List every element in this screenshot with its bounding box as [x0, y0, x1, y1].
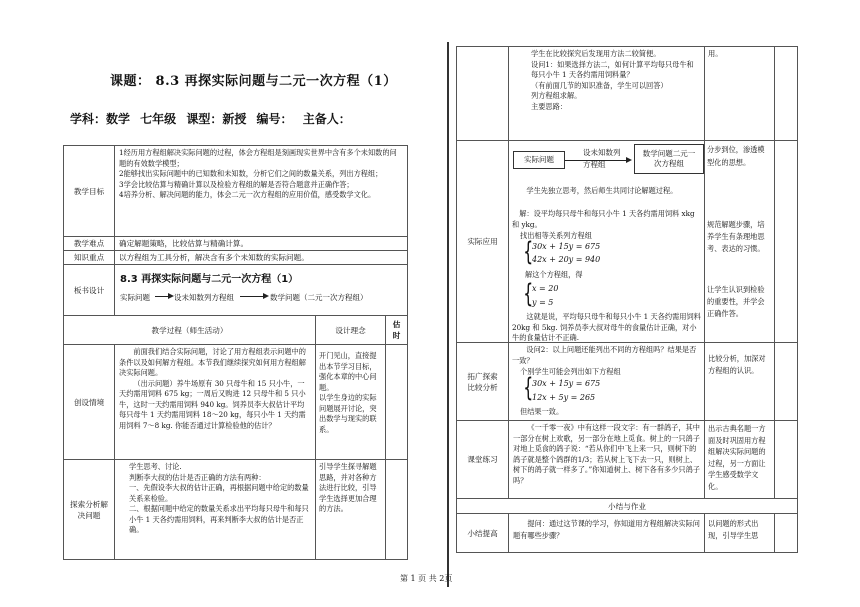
app-text-c: 找出相等关系列方程组 [520, 231, 592, 240]
eq1-b: 42x + 20y = 940 [532, 255, 601, 264]
sec2-label: 探索分析解决问题 [63, 459, 115, 560]
key-label: 知识重点 [63, 250, 115, 265]
eq2-a: 30x + 15y = 675 [532, 379, 601, 388]
sec1-body [114, 344, 316, 460]
top-text: 学生在比较探究后发现用方法二较简便。 设问1：如果选择方法二，如何计算平均每只母牛和每只小牛 1 天各约需用饲料量？ （有前面几节的知识准备，学生可以回答） 列方程组求解。 主要思路： [508, 46, 705, 141]
sec1-text-b: （出示问题）养牛场原有 30 只母牛和 15 只小牛，一天约需用饲料 675 kg；一周后又购进 12 只母牛和 5 只小牛，这时一天约需用饲料 940 kg。饲养员李大叔估计平均每只母牛 1 天约需用饲料 18～20 kg，每只小牛 1 天约需用饲料 7～8 kg. 你能否通过计算检验他的估计？ [119, 378, 306, 430]
board-arrow-2 [240, 296, 264, 297]
flow-design: 分步到位，渗透模型化的思想。 [707, 145, 765, 167]
eq2-b: 12x + 5y = 265 [532, 393, 596, 402]
app-time [774, 140, 798, 343]
app-text-b: 解：设平均每只母牛和每只小牛 1 天各约需用饲料 xkg 和 ykg。 [512, 209, 695, 229]
brace-3: { [523, 373, 534, 403]
difficulty-text: 确定解题策略，比较估算与精确计算。 [114, 236, 408, 251]
sec1-time [385, 344, 408, 460]
top-time [774, 46, 798, 141]
app-label: 实际应用 [456, 140, 509, 343]
ext-time [774, 342, 798, 421]
flow-box-actual: 实际问题 [513, 151, 565, 169]
board-arrow-2-head [263, 293, 269, 299]
sec1-text-a: 前面我们结合实际问题，讨论了用方程组表示问题中的条件以及如何解方程组。本节我们继续探究如何用方程组解决实际问题。 [119, 347, 306, 377]
col-time: 估时 [385, 315, 408, 345]
sec2-design: 引导学生探寻解题思路，并对各种方法进行比较，引导学生选择更加合理的方法。 [315, 459, 386, 560]
ext-design: 比较分析，加深对方程组的认识。 [704, 342, 775, 421]
col-process: 教学过程（师生活动） [63, 315, 316, 345]
flow-label-set: 设未知数列方程组 [583, 148, 621, 169]
summary-label: 小结提高 [456, 513, 509, 553]
lesson-title: 课题： 8.3 再探实际问题与二元一次方程（1） [110, 74, 397, 89]
sec2-text: 学生思考、讨论. 判断李大叔的估计是否正确的方法有两种： 一、先假设李大叔的估计正确，再根据问题中给定的数量关系来检验。 二、根据问题中给定的数量关系求出平均每只母牛和每只小牛 1 天各约需用饲料，再来判断李大叔的估计是否正确。 [114, 459, 316, 560]
app-design-a: 规范解题步骤，培养学生有条理地思考、表达的习惯。 [707, 220, 765, 253]
ext-text-a: 设问2：以上问题还能列出不同的方程组吗？结果是否一致？ [512, 345, 697, 365]
goals-label: 教学目标 [63, 145, 115, 237]
sec1-label: 创设情境 [63, 344, 115, 460]
ext-text-c: 但结果一致。 [520, 407, 564, 416]
difficulty-label: 教学难点 [63, 236, 115, 251]
sec2-time [385, 459, 408, 560]
app-text-d: 解这个方程组，得 [525, 270, 583, 279]
app-design-b: 让学生认识到检验的重要性，并学会正确作答。 [707, 285, 765, 318]
board-flow-a: 实际问题 [120, 293, 150, 302]
board-arrow-1 [155, 296, 169, 297]
top-design: 用。 [704, 46, 775, 141]
brace-2: { [523, 279, 534, 309]
sec1-design: 开门见山，直接提出本节学习目标，强化本章的中心问题。 以学生身边的实际问题展开讨论，突出数学与现实的联系。 [315, 344, 386, 460]
app-text-a: 学生先独立思考，然后师生共同讨论解题过程。 [526, 186, 678, 195]
sol-x: x = 20 [532, 284, 559, 293]
ext-label: 拓广探索比较分析 [456, 342, 509, 421]
class-text: 《一千零一夜》中有这样一段文字：有一群鸽子，其中一部分在树上欢歌，另一部分在地上觅食。树上的一只鸽子对地上觅食的鸽子说：“若从你们中飞上来一只，则树下的鸽子就是整个鸽群的1/3；若从树上飞下去一只，则树上、树下的鸽子就一样多了。”你知道树上、树下各有多少只鸽子吗？ [508, 420, 705, 499]
page-footer: 第 1 页 共 2页 [400, 574, 453, 583]
board-flow-c: 数学问题（二元一次方程组） [270, 293, 368, 302]
key-text: 以方程组为工具分析，解决含有多个未知数的实际问题。 [114, 250, 408, 265]
goals-text: 1经历用方程组解决实际问题的过程，体会方程组是刻画现实世界中含有多个未知数的问题的有效数学模型； 2能够找出实际问题中的已知数和未知数，分析它们之间的数量关系，列出方程组； 3学会比较估算与精确计算以及检验方程组的解是否符合题意并正确作答； 4培养分析、解决问题的能力，体会二元一次方程组的应用价值，感受数学文化。 [114, 145, 408, 237]
board-label: 板书设计 [63, 264, 115, 316]
summary-text: 提问：通过这节课的学习，你知道用方程组解决实际问题有哪些步骤？ [508, 513, 705, 553]
lesson-meta: 学科：数学 七年级 课型：新授 编号： 主备人： [70, 112, 351, 126]
board-title: 8.3 再探实际问题与二元一次方程（1） [120, 274, 299, 285]
class-time [774, 420, 798, 499]
ext-text-b: 个别学生可能会列出如下方程组 [520, 367, 621, 376]
class-design: 出示古典名题一方面及时巩固用方程组解决实际问题的过程，另一方面让学生感受数学文化。 [704, 420, 775, 499]
class-label: 课堂练习 [456, 420, 509, 499]
brace-1: { [523, 237, 534, 267]
page-divider [447, 42, 449, 587]
eq1-a: 30x + 15y = 675 [532, 242, 601, 251]
app-text-e: 这就是说，平均每只母牛和每只小牛 1 天各约需用饲料 20kg 和 5kg. 饲养员李大叔对母牛的食量估计正确，对小牛的食量估计不正确. [512, 312, 701, 342]
summary-header: 小结与作业 [456, 498, 798, 514]
summary-design: 以问题的形式出现，引导学生思 [704, 513, 775, 553]
col-design: 设计理念 [315, 315, 386, 345]
board-flow-b: 设未知数列方程组 [174, 293, 234, 302]
flow-box-math: 数学问题二元一次方程组 [634, 144, 704, 174]
top-label [456, 46, 509, 141]
sol-y: y = 5 [532, 298, 554, 307]
summary-time [774, 513, 798, 553]
